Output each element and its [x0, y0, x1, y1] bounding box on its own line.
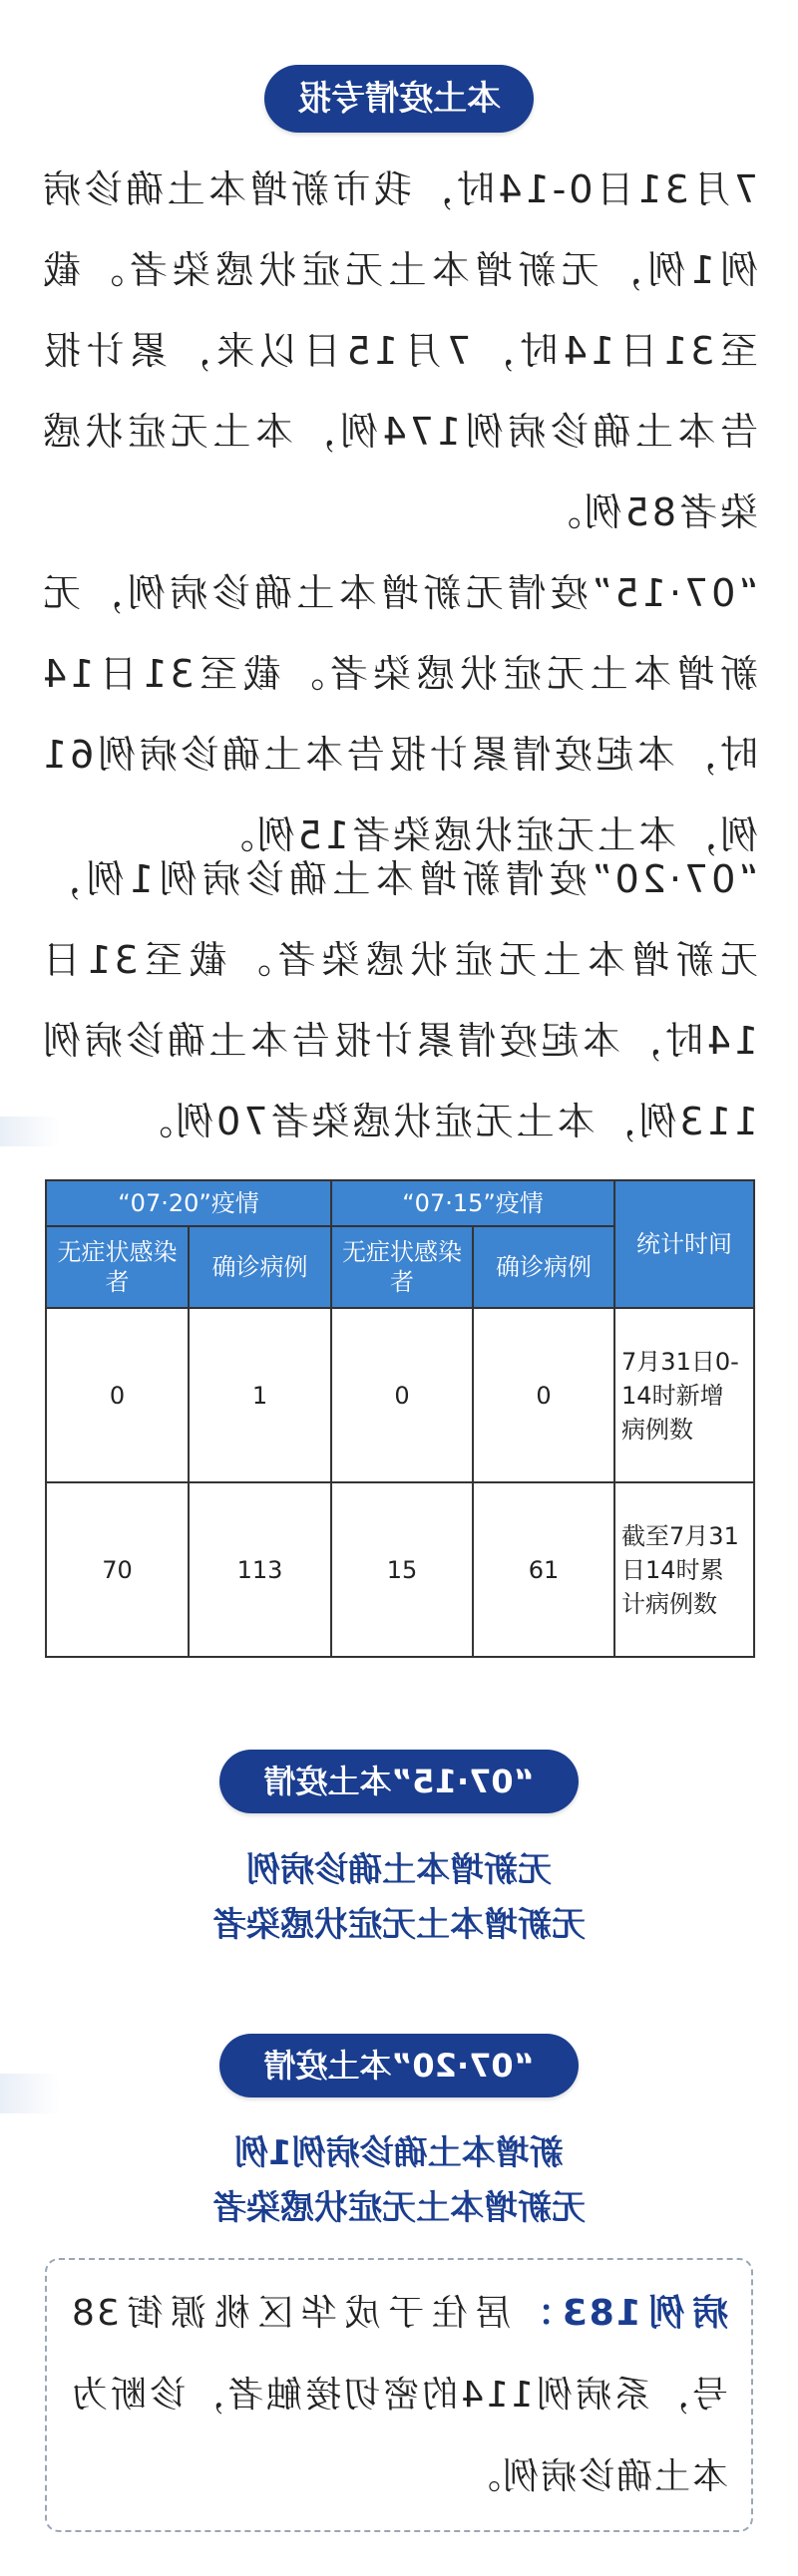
title-badge-text: 本土疫情专报	[297, 79, 501, 119]
paragraph-0720: “07·20”疫情新增本土确诊病例1例，无新增本土无症状感染者。截至31日14时，本起疫情累计报告本土确诊病例113例，本土无症状感染者70例。	[40, 857, 758, 1143]
table-subheader: 无症状感染者	[46, 1226, 189, 1308]
table-subheader: 确诊病例	[473, 1226, 614, 1308]
table-row	[46, 1308, 754, 1482]
table-cell: 0	[331, 1308, 473, 1482]
title-badge	[264, 65, 534, 133]
table-row-label: 7月31日0-14时新增病例数	[614, 1308, 754, 1482]
table-cell: 0	[46, 1308, 189, 1482]
table-row-label: 截至7月31日14时累计病例数	[614, 1482, 754, 1657]
table-subheader: 确诊病例	[189, 1226, 331, 1308]
table-group-header: “07·20”疫情	[46, 1180, 331, 1226]
table-cell: 70	[46, 1482, 189, 1657]
case-text	[70, 2273, 728, 2518]
background-shade	[0, 2074, 60, 2113]
section-0720-line: 新增本土确诊病例1例	[234, 2133, 564, 2173]
section-0715-badge: “07·15”本土疫情	[219, 1750, 579, 1813]
section-0715-line: 无新增本土确诊病例	[246, 1850, 552, 1890]
stats-table	[45, 1179, 755, 1658]
paragraph-0715: “07·15”疫情无新增本土确诊病例，无新增本土无症状感染者。截至31日14时，本起疫情累计报告本土确诊病例61例，本土无症状感染者15例。	[40, 571, 758, 857]
table-cell: 113	[189, 1482, 331, 1657]
table-cell: 0	[473, 1308, 614, 1482]
table-row	[46, 1482, 754, 1657]
table-cell: 15	[331, 1482, 473, 1657]
table-subheader: 无症状感染者	[331, 1226, 473, 1308]
section-0720-line: 无新增本土无症状感染者	[212, 2188, 586, 2228]
table-corner-header: 统计时间	[614, 1180, 754, 1308]
table-cell: 1	[189, 1308, 331, 1482]
case-title: 病例183：	[511, 2293, 728, 2334]
paragraph-overall: 7月31日0-14时，我市新增本土确诊病例1例，无新增本土无症状感染者。截至31日14时，7月15日以来，累计报告本土确诊病例174例，本土无症状感染者85例。	[40, 167, 758, 534]
section-0720-badge: “07·20”本土疫情	[219, 2034, 579, 2097]
section-0715-line: 无新增本土无症状感染者	[212, 1905, 586, 1945]
table-group-header: “07·15”疫情	[331, 1180, 614, 1226]
case-body: 居住于成华区桃源街38号，系病例114的密切接触者，诊断为本土确诊病例。	[70, 2293, 728, 2497]
table-cell: 61	[473, 1482, 614, 1657]
